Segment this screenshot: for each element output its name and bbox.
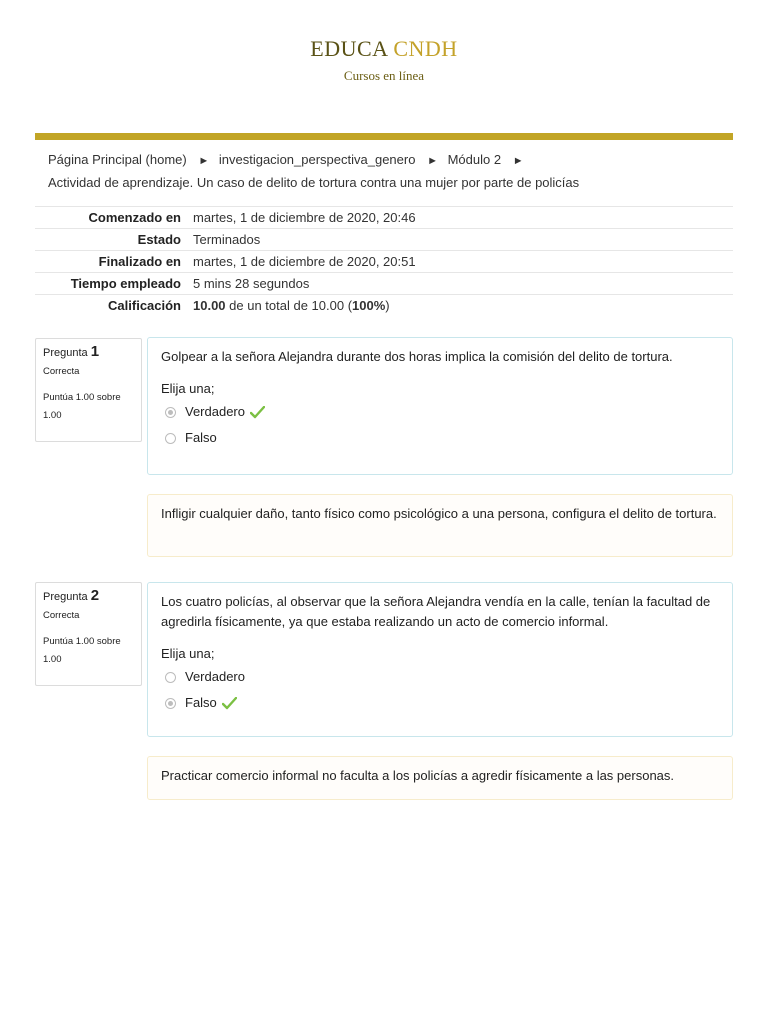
question-feedback-2 xyxy=(147,756,733,800)
breadcrumb-course[interactable]: investigacion_perspectiva_genero xyxy=(218,152,416,167)
summary-label: Tiempo empleado xyxy=(35,273,193,295)
site-header xyxy=(0,0,768,96)
question-info-2 xyxy=(35,582,142,686)
radio-button[interactable] xyxy=(165,698,176,709)
breadcrumb-separator-icon: ► xyxy=(427,155,438,167)
grade-score: 10.00 xyxy=(193,298,226,313)
question-info-1 xyxy=(35,338,142,442)
question-formulation-1 xyxy=(147,337,733,475)
feedback-text: Infligir cualquier daño, tanto físico como psicológico a una persona, configura el delito de tortura. xyxy=(161,506,717,521)
summary-value: martes, 1 de diciembre de 2020, 20:46 xyxy=(193,207,733,229)
answer-label: Verdadero xyxy=(185,404,245,419)
question-label: Pregunta xyxy=(43,347,88,359)
summary-row xyxy=(35,229,733,251)
question-text: Golpear a la señora Alejandra durante dos horas implica la comisión del delito de tortura. xyxy=(161,349,673,364)
question-grade: Puntúa 1.00 sobre 1.00 xyxy=(43,392,121,421)
summary-label: Finalizado en xyxy=(35,251,193,273)
breadcrumb xyxy=(48,149,728,193)
summary-value: Terminados xyxy=(193,229,733,251)
summary-label: Calificación xyxy=(35,295,193,317)
summary-row xyxy=(35,295,733,317)
grade-close: ) xyxy=(385,298,390,313)
radio-button[interactable] xyxy=(165,407,176,418)
answer-option xyxy=(161,399,719,425)
question-number xyxy=(43,587,134,604)
question-text: Los cuatro policías, al observar que la señora Alejandra vendía en la calle, tenían la facultad de agredirla físicamente, ya que estaba realizando un acto de comercio informal. xyxy=(161,594,711,629)
answer-option xyxy=(161,425,719,451)
question-number-value: 1 xyxy=(90,343,100,360)
radio-button[interactable] xyxy=(165,672,176,683)
question-label: Pregunta xyxy=(43,591,88,603)
summary-label: Estado xyxy=(35,229,193,251)
summary-row xyxy=(35,273,733,295)
question-number xyxy=(43,343,134,360)
question-state: Correcta xyxy=(43,610,80,621)
site-title-part2: CNDH xyxy=(393,36,458,61)
site-title[interactable] xyxy=(0,36,768,62)
answer-label: Falso xyxy=(185,695,217,710)
question-feedback-1 xyxy=(147,494,733,557)
summary-grade-value xyxy=(193,295,733,317)
question-grade: Puntúa 1.00 sobre 1.00 xyxy=(43,636,121,665)
breadcrumb-separator-icon: ► xyxy=(512,155,524,167)
summary-row xyxy=(35,207,733,229)
summary-label: Comenzado en xyxy=(35,207,193,229)
question-number-value: 2 xyxy=(90,587,100,604)
header-divider xyxy=(35,133,733,140)
answer-prompt: Elija una; xyxy=(161,646,215,661)
summary-row xyxy=(35,251,733,273)
correct-check-icon xyxy=(222,697,237,710)
attempt-summary-table xyxy=(35,206,733,316)
breadcrumb-activity[interactable]: Actividad de aprendizaje. Un caso de delito de tortura contra una mujer por parte de policías xyxy=(48,175,580,190)
breadcrumb-home[interactable]: Página Principal (home) xyxy=(48,152,187,167)
question-state: Correcta xyxy=(43,366,80,377)
breadcrumb-separator-icon: ► xyxy=(198,155,210,167)
answer-label: Falso xyxy=(185,430,217,445)
grade-total: de un total de 10.00 ( xyxy=(225,298,353,313)
question-formulation-2 xyxy=(147,582,733,737)
site-title-part1: EDUCA xyxy=(310,36,388,61)
summary-value: 5 mins 28 segundos xyxy=(193,273,733,295)
breadcrumb-module[interactable]: Módulo 2 xyxy=(447,152,502,167)
answer-option xyxy=(161,664,719,690)
answer-prompt: Elija una; xyxy=(161,381,215,396)
answer-label: Verdadero xyxy=(185,669,245,684)
answer-option xyxy=(161,690,719,716)
feedback-text: Practicar comercio informal no faculta a los policías a agredir físicamente a las personas. xyxy=(161,768,675,783)
site-subtitle: Cursos en línea xyxy=(343,68,425,83)
correct-check-icon xyxy=(250,406,265,419)
summary-value: martes, 1 de diciembre de 2020, 20:51 xyxy=(193,251,733,273)
radio-button[interactable] xyxy=(165,433,176,444)
grade-percent: 100% xyxy=(352,298,386,313)
